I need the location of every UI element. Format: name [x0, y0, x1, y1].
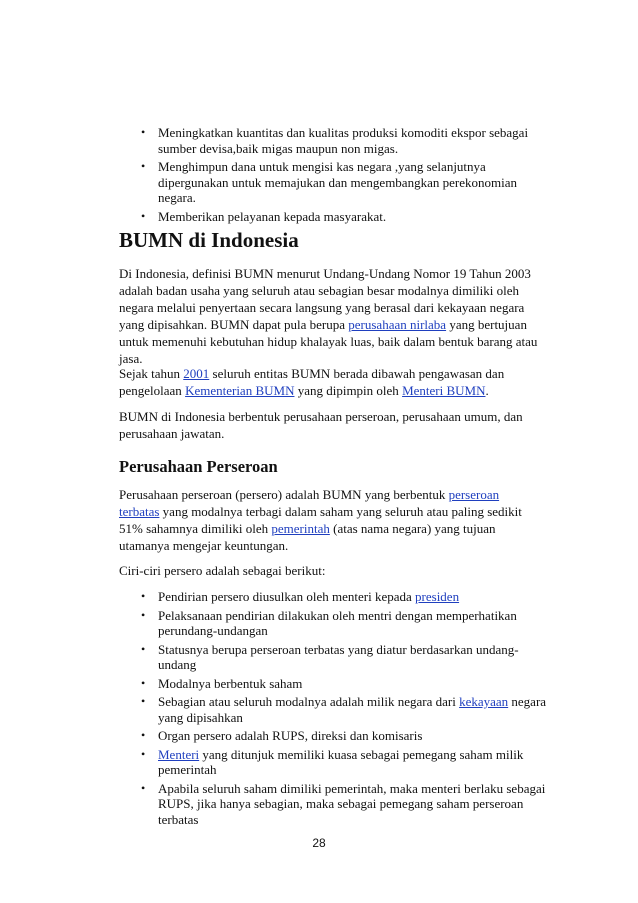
list-item-text: Meningkatkan kuantitas dan kualitas produksi komoditi ekspor sebagai sumber devisa,baik migas maupun non migas. — [158, 125, 529, 156]
link-kekayaan[interactable]: kekayaan — [459, 694, 509, 709]
list-item-text: Menghimpun dana untuk mengisi kas negara ,yang selanjutnya dipergunakan untuk memajukan dan mengembangkan perekonomian negara. — [158, 159, 517, 205]
ciri-list — [141, 589, 548, 830]
paragraph-forms: BUMN di Indonesia berbentuk perusahaan perseroan, perusahaan umum, dan perusahaan jawatan. — [119, 409, 523, 441]
objectives-list — [141, 125, 538, 227]
page-number: 28 — [312, 836, 326, 850]
list-item: • Sebagian atau seluruh modalnya adalah milik negara dari kekayaan negara yang dipisahkan — [141, 694, 547, 725]
link-2001[interactable]: 2001 — [183, 366, 210, 381]
bullet-icon: • — [141, 159, 146, 173]
link-menteri[interactable]: Menteri — [158, 746, 200, 762]
bullet-icon: • — [141, 728, 146, 742]
paragraph-persero: Perusahaan perseroan (persero) adalah BUMN yang berbentuk perseroan terbatas yang modalnya terbagi dalam saham yang seluruh atau paling sedikit 51% sahamnya dimiliki oleh pemerintah (atas nama negara) yang tujuan utamanya mengejar keuntungan. — [119, 487, 522, 553]
link-perusahaan-nirlaba[interactable]: perusahaan nirlaba — [348, 317, 447, 332]
list-item — [141, 125, 538, 156]
list-item: • Organ persero adalah RUPS, direksi dan komisaris — [141, 728, 423, 743]
subsection-title: Perusahaan Perseroan — [119, 457, 278, 476]
paragraph-definition: Di Indonesia, definisi BUMN menurut Undang-Undang Nomor 19 Tahun 2003 adalah badan usaha yang seluruh atau sebagian besar modalnya dimiliki oleh negara melalui penyertaan secara langsung yang berasal dari kekayaan negara yang dipisahkan. BUMN dapat pula berupa perusahaan nirlaba yang bertujuan untuk memenuhi kebutuhan hidup khalayak luas, baik dalam bentuk barang atau jasa. — [119, 266, 538, 366]
section-title: BUMN di Indonesia — [119, 228, 299, 252]
bullet-icon: • — [141, 746, 146, 761]
bullet-icon: • — [141, 208, 146, 223]
bullet-icon: • — [141, 125, 146, 139]
link-presiden[interactable]: presiden — [415, 589, 460, 604]
list-item: • Pelaksanaan pendirian dilakukan oleh mentri dengan memperhatikan perundang-undangan — [141, 607, 517, 638]
bullet-icon: • — [141, 694, 146, 708]
list-item: • Statusnya berupa perseroan terbatas yang diatur berdasarkan undang-undang — [141, 641, 519, 672]
paragraph-supervision: Sejak tahun 2001 seluruh entitas BUMN berada dibawah pengawasan dan pengelolaan Kementerian BUMN yang dipimpin oleh Menteri BUMN. — [119, 366, 505, 398]
bullet-icon: • — [141, 780, 146, 795]
list-item-text: Memberikan pelayanan kepada masyarakat. — [158, 208, 387, 224]
list-item — [141, 159, 538, 206]
bullet-icon: • — [141, 641, 146, 656]
link-kementerian-bumn[interactable]: Kementerian BUMN — [185, 383, 295, 398]
link-perseroan-terbatas[interactable]: perseroan terbatas — [119, 487, 500, 519]
list-item: • Menteri yang ditunjuk memiliki kuasa sebagai pemegang saham milik pemerintah — [141, 746, 524, 777]
bullet-icon: • — [141, 607, 146, 622]
list-item — [141, 208, 538, 225]
paragraph-ciri-intro: Ciri-ciri persero adalah sebagai berikut: — [119, 563, 326, 578]
link-pemerintah[interactable]: pemerintah — [271, 521, 330, 536]
bullet-icon: • — [141, 675, 146, 690]
link-menteri-bumn[interactable]: Menteri BUMN — [402, 383, 486, 398]
list-item: • Pendirian persero diusulkan oleh menteri kepada presiden — [141, 589, 460, 604]
bullet-icon: • — [141, 589, 146, 603]
list-item: • Modalnya berbentuk saham — [141, 675, 303, 691]
list-item: • Apabila seluruh saham dimiliki pemerintah, maka menteri berlaku sebagai RUPS, jika hanya sebagian, maka sebagai pemegang saham perseroan terbatas — [141, 780, 546, 827]
